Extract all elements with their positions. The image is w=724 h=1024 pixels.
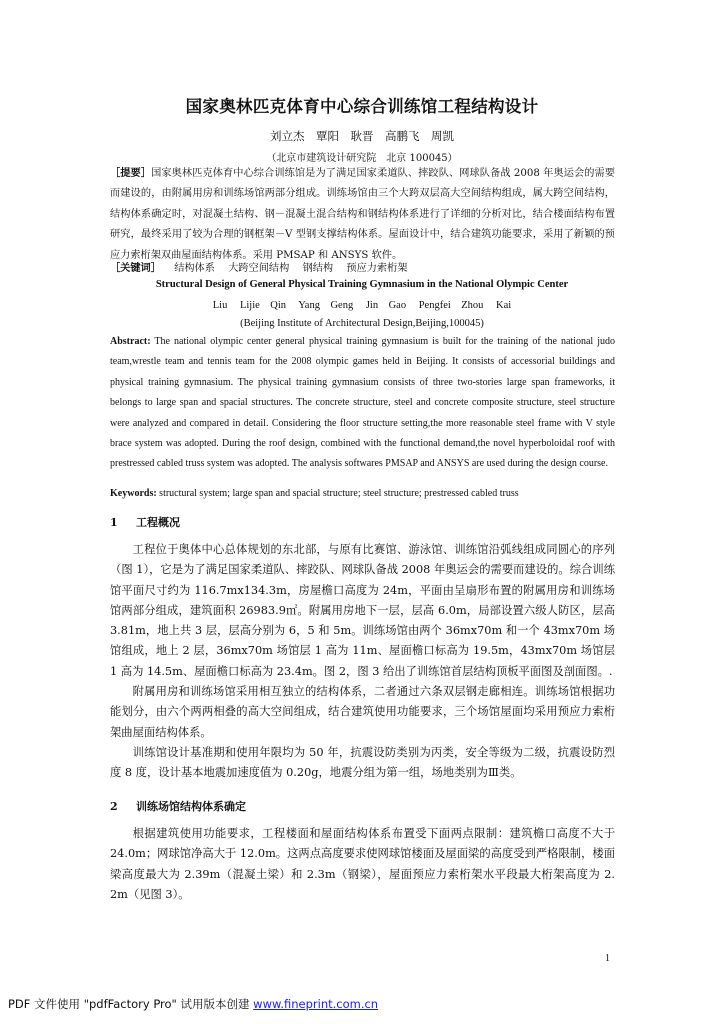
english-title: Structural Design of General Physical Training Gymnasium in the National Olympic Center <box>155 279 569 290</box>
section-title: 工程概况 <box>136 516 180 529</box>
section-heading-2 <box>110 798 246 814</box>
page-number: 1 <box>605 953 610 964</box>
keywords-en <box>110 484 615 504</box>
footer-text: PDF 文件使用 "pdfFactory Pro" 试用版本创建 <box>8 997 250 1011</box>
abstract-cn <box>110 163 615 266</box>
paragraph: 工程位于奥体中心总体规划的东北部，与原有比赛馆、游泳馆、训练馆沿弧线组成同圆心的序列（图 1），它是为了满足国家柔道队、摔跤队、网球队备战 2008 年奥运会的需要而建设的。综合训练馆平面尺寸约为 116.7mx134.3m，房屋檐口高度为 24m，平面由呈扇形布置的附属用房和训练场馆两部分组成，建筑面积 26983.9㎡。附属用房地下一层，层高 6.0m，局部设置六级人防区，层高 3.81m，地上共 3 层，层高分别为 6，5 和 5m。训练场馆由两个 36mx70m 和一个 43mx70m 场馆组成，地上 2 层，36mx70m 场馆层 1 高为 11m、屋面檐口标高为 19.5m，43mx70m 场馆层 1 高为 14.5m、屋面檐口标高为 23.4m。图 2，图 3 给出了训练馆首层结构顶板平面图及剖面图。. <box>110 543 615 678</box>
keyword-item: 钢结构 <box>302 263 334 274</box>
section-heading-1 <box>110 514 180 530</box>
keyword-item: 大跨空间结构 <box>228 263 290 274</box>
keyword-item: 结构体系 <box>174 263 215 274</box>
author-list: 刘立杰 覃阳 耿晋 高鹏飞 周凯 <box>270 129 454 143</box>
section-number: 1 <box>110 516 118 529</box>
paper-title: 国家奥林匹克体育中心综合训练馆工程结构设计 <box>185 97 539 116</box>
abstract-en <box>110 332 615 475</box>
paragraph: 附属用房和训练场馆采用相互独立的结构体系，二者通过六条双层钢走廊相连。训练场馆根据功能划分，由六个两两相叠的高大空间组成，结合建筑使用功能要求，三个场馆屋面均采用预应力索桁架曲屋面结构体系。 <box>110 685 615 739</box>
abstract-en-text: The national olympic center general physical training gymnasium is built for the training of the national judo team,wrestle team and tennis team for the 2008 olympic games held in Beijing. It consists of accessorial buildings and physical training gymnasium. The physical training gymnasium consists of three two-stories large span frameworks, it belongs to large span and spacial structures. The concrete structure, steel and concrete composite structure, steel structure were analyzed and compared in detail. Considering the floor structure setting,the more reasonable steel frame with V style brace system was adopted. During the roof design, combined with the functional demand,the novel hyperboloidal roof with prestressed cabled truss system was adopted. The analysis softwares PMSAP and ANSYS are used during the design course. <box>110 336 615 470</box>
keywords-cn-label: ［关键词］ <box>110 262 161 274</box>
abstract-cn-label: ［提要］ <box>110 167 152 179</box>
keywords-en-label: Keywords: <box>110 488 157 499</box>
pdf-footer <box>8 996 378 1012</box>
keywords-en-text: structural system; large span and spacial structure; steel structure; prestressed cabled truss <box>159 488 519 499</box>
footer-link[interactable]: www.fineprint.com.cn <box>253 997 379 1011</box>
english-authors: Liu Lijie Qin Yang Geng Jin Gao Pengfei Zhou Kai <box>212 300 512 311</box>
section-title: 训练场馆结构体系确定 <box>136 800 246 813</box>
section-2-body <box>110 824 615 905</box>
abstract-cn-text: 国家奥林匹克体育中心综合训练馆是为了满足国家柔道队、摔跤队、网球队备战 2008 年奥运会的需要而建设的，由附属用房和训练场馆两部分组成。训练场馆由三个大跨双层高大空间结构组成，属大跨空间结构，结构体系确定时，对混凝土结构、钢－混凝土混合结构和钢结构体系进行了详细的分析对比，结合楼面结构布置研究，最终采用了较为合理的钢框架－V 型钢支撑结构体系。屋面设计中，结合建筑功能要求，采用了新颖的预应力索桁架双曲屋面结构体系。采用 PMSAP 和 ANSYS 软件。 <box>110 168 615 261</box>
paragraph: 根据建筑使用功能要求，工程楼面和屋面结构体系布置受下面两点限制：建筑檐口高度不大于 24.0m；网球馆净高大于 12.0m。这两点高度要求使网球馆楼面及屋面梁的高度受到严格限制，楼面梁高度最大为 2.39m（混凝土梁）和 2.3m（钢梁），屋面预应力索桁架水平段最大桁架高度为 2. 2m（见图 3）。 <box>110 827 615 901</box>
section-1-body <box>110 540 615 784</box>
keywords-cn <box>110 258 615 279</box>
abstract-en-label: Abstract: <box>110 336 151 347</box>
paragraph: 训练馆设计基准期和使用年限均为 50 年，抗震设防类别为丙类，安全等级为二级，抗震设防烈度 8 度，设计基本地震加速度值为 0.20g，地震分组为第一组，场地类别为Ⅲ类。 <box>110 745 615 780</box>
section-number: 2 <box>110 800 118 813</box>
english-affiliation: (Beijing Institute of Architectural Design,Beijing,100045) <box>240 318 484 329</box>
keyword-item: 预应力索桁架 <box>346 263 408 274</box>
affiliation: （北京市建筑设计研究院 北京 100045） <box>266 153 458 164</box>
